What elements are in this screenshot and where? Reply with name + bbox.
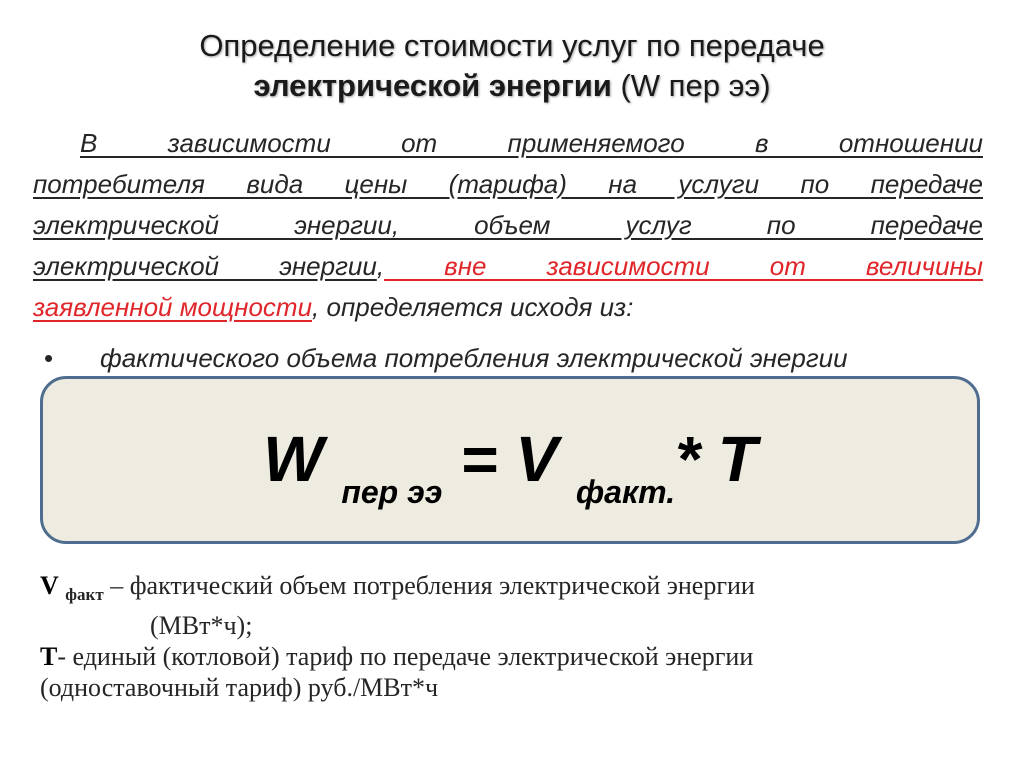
formula-w-subscript: пер ээ bbox=[341, 474, 443, 510]
definition-v-symbol: V bbox=[40, 571, 59, 600]
bullet-item bbox=[44, 338, 1004, 378]
title-line-2-bold: электрической энергии bbox=[253, 68, 612, 103]
paragraph-line-3: электрической энергии, объем услуг по передаче bbox=[33, 210, 983, 240]
bullet-marker: • bbox=[44, 343, 54, 373]
paragraph-line-5 bbox=[33, 287, 983, 328]
formula bbox=[43, 419, 977, 532]
paragraph-line-4-red: вне зависимости от величины bbox=[384, 251, 983, 281]
paragraph-line-1: В зависимости от применяемого в отношении bbox=[80, 128, 983, 158]
paragraph-line-4-comma: , bbox=[376, 251, 385, 281]
definition-v-unit: (МВт*ч); bbox=[150, 611, 253, 640]
paragraph-line-2: потребителя вида цены (тарифа) на услуги по передаче bbox=[33, 169, 983, 199]
formula-w: W bbox=[263, 423, 324, 495]
formula-v-subscript: факт. bbox=[575, 474, 676, 510]
title-line-2-abbr: (W пер ээ) bbox=[611, 68, 771, 103]
slide-title bbox=[0, 26, 1024, 106]
paragraph-line-4 bbox=[33, 246, 983, 287]
title-line-1-text: Определение стоимости услуг по передаче bbox=[199, 28, 825, 63]
definition-t-text-2: (одноставочный тариф) руб./МВт*ч bbox=[40, 673, 439, 702]
definition-t bbox=[40, 641, 980, 672]
paragraph-line-5-rest: , определяется исходя из: bbox=[312, 292, 634, 322]
definition-v-text: – фактический объем потребления электрической энергии bbox=[103, 571, 755, 600]
bullet-text: фактического объема потребления электрической энергии bbox=[100, 343, 848, 373]
formula-eq-v: = V bbox=[442, 423, 559, 495]
title-line-2 bbox=[0, 66, 1024, 106]
definitions bbox=[40, 570, 980, 703]
formula-box bbox=[40, 376, 980, 544]
definition-v-subscript: факт bbox=[65, 585, 104, 604]
formula-times-t: * T bbox=[675, 423, 757, 495]
definition-v bbox=[40, 570, 980, 610]
definition-t-text: - единый (котловой) тариф по передаче электрической энергии bbox=[57, 642, 754, 671]
title-line-1 bbox=[0, 26, 1024, 66]
paragraph-line-4-underlined: электрической энергии bbox=[33, 251, 377, 281]
main-paragraph bbox=[33, 123, 983, 328]
paragraph-line-5-red: заявленной мощности bbox=[33, 292, 313, 322]
definition-t-symbol: Т bbox=[40, 642, 58, 671]
